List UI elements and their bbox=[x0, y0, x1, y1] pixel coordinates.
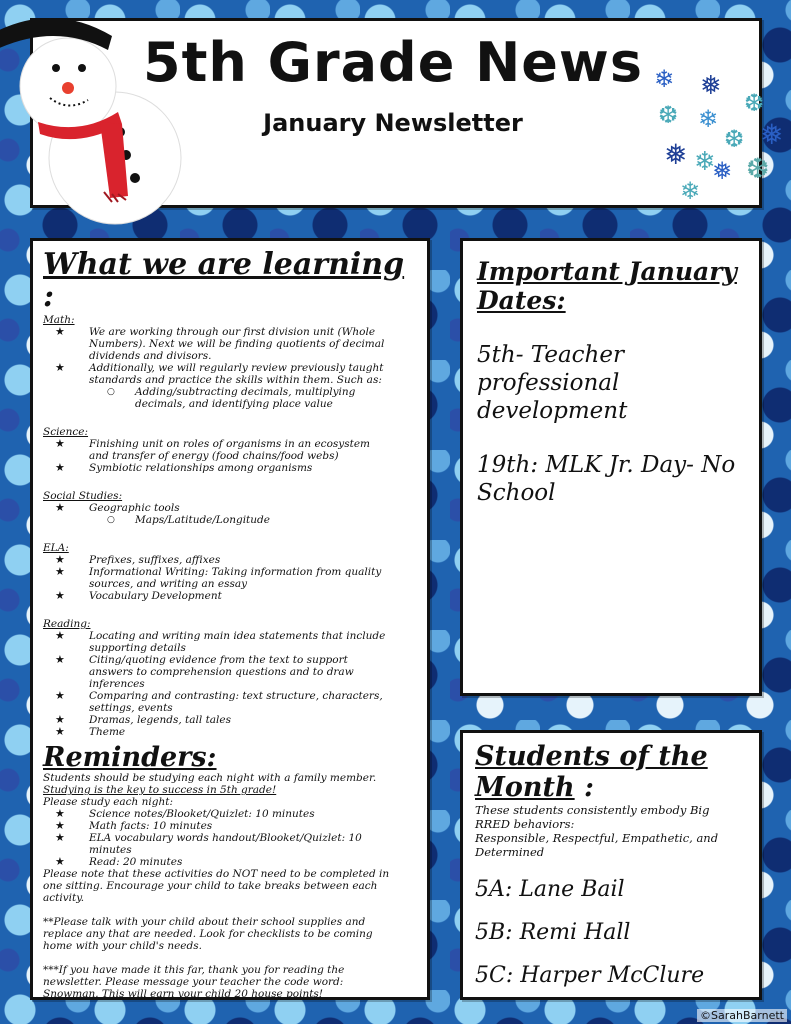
important-dates-panel bbox=[460, 238, 762, 696]
student-winner: 5A: Lane Bail bbox=[475, 877, 625, 902]
snowflake-icon: ❆ bbox=[746, 152, 770, 185]
sub-list-item bbox=[43, 514, 417, 526]
learning-heading-text: What we are learning bbox=[43, 247, 405, 282]
snowflake-icon: ❅ bbox=[700, 71, 722, 101]
students-heading-colon: : bbox=[584, 772, 595, 803]
item-text: Geographic tools bbox=[89, 502, 180, 514]
list-item bbox=[43, 714, 417, 726]
social-studies-title: Social Studies: bbox=[43, 490, 123, 502]
snowflake-icon: ❄ bbox=[654, 65, 675, 93]
item-text: Maps/Latitude/Longitude bbox=[135, 514, 270, 526]
item-text: We are working through our first division unit (Whole Numbers). Next we will be finding quotients of decimal dividends and divisors. bbox=[89, 326, 385, 362]
list-item bbox=[43, 856, 417, 868]
math-title: Math: bbox=[43, 314, 75, 326]
star-icon: ★ bbox=[55, 589, 65, 602]
snowflakes-decoration bbox=[648, 61, 791, 211]
item-text: Dramas, legends, tall tales bbox=[89, 714, 232, 726]
list-item bbox=[43, 502, 417, 514]
list-item bbox=[43, 362, 417, 386]
list-item bbox=[43, 832, 417, 856]
item-text: Comparing and contrasting: text structure, characters, settings, events bbox=[89, 690, 383, 714]
student-winner: 5B: Remi Hall bbox=[475, 920, 631, 945]
students-traits: Responsible, Respectful, Empathetic, and Determined bbox=[475, 831, 719, 859]
snowflake-icon: ❆ bbox=[724, 125, 745, 153]
item-text: Citing/quoting evidence from the text to support answers to comprehension questions and to draw inferences bbox=[89, 654, 354, 690]
students-heading-text: Students of the Month bbox=[475, 741, 708, 803]
snowflake-icon: ❆ bbox=[744, 89, 765, 117]
copyright-credit: ©SarahBarnett bbox=[697, 1009, 787, 1022]
students-heading bbox=[475, 741, 747, 803]
star-icon: ★ bbox=[55, 325, 65, 338]
item-text: Vocabulary Development bbox=[89, 590, 222, 602]
item-text: Science notes/Blooket/Quizlet: 10 minutes bbox=[89, 808, 315, 821]
snowflake-icon: ❅ bbox=[760, 118, 784, 151]
item-text: Symbiotic relationships among organisms bbox=[89, 462, 313, 474]
star-icon: ★ bbox=[55, 437, 65, 450]
reminders-note: Please note that these activities do NOT need to be completed in one sitting. Encourage your child to take breaks between each activity. bbox=[43, 868, 390, 905]
item-text: Read: 20 minutes bbox=[89, 856, 183, 869]
study-label: Please study each night: bbox=[43, 796, 174, 809]
circle-bullet-icon: ○ bbox=[107, 515, 115, 525]
item-text: Math facts: 10 minutes bbox=[89, 820, 213, 833]
learning-panel bbox=[30, 238, 430, 1000]
reminders-heading-text: Reminders: bbox=[43, 742, 217, 773]
reminders-intro-text: Students should be studying each night with a family member. bbox=[43, 772, 377, 785]
star-icon: ★ bbox=[55, 653, 65, 666]
star-icon: ★ bbox=[55, 461, 65, 474]
circle-bullet-icon: ○ bbox=[107, 387, 115, 397]
star-icon: ★ bbox=[55, 689, 65, 702]
list-item bbox=[43, 630, 417, 654]
student-winner: 5C: Harper McClure bbox=[475, 963, 705, 988]
date-entry: 19th: MLK Jr. Day- No School bbox=[477, 452, 736, 506]
list-item bbox=[43, 438, 417, 462]
star-icon: ★ bbox=[55, 855, 65, 869]
item-text: Locating and writing main idea statements that include supporting details bbox=[89, 630, 386, 654]
reminders-code-word: ***If you have made it this far, thank you for reading the newsletter. Please message your teacher the code word: Snowman. This will earn your child 20 house points! bbox=[43, 964, 345, 1001]
date-entry: 5th- Teacher professional development bbox=[477, 342, 628, 424]
item-text: Additionally, we will regularly review previously taught standards and practice the skills within them. Such as: bbox=[89, 362, 384, 386]
list-item bbox=[43, 690, 417, 714]
star-icon: ★ bbox=[55, 807, 65, 821]
item-text: Theme bbox=[89, 726, 126, 738]
learning-heading bbox=[43, 249, 417, 312]
list-item bbox=[43, 726, 417, 738]
students-of-month-panel bbox=[460, 730, 762, 1000]
sub-list-item bbox=[43, 386, 417, 410]
reminders-heading bbox=[43, 744, 417, 772]
star-icon: ★ bbox=[55, 819, 65, 833]
star-icon: ★ bbox=[55, 713, 65, 726]
learning-heading-colon: : bbox=[43, 278, 55, 314]
list-item bbox=[43, 654, 417, 690]
star-icon: ★ bbox=[55, 501, 65, 514]
item-text: Adding/subtracting decimals, multiplying decimals, and identifying place value bbox=[135, 386, 356, 410]
list-item bbox=[43, 808, 417, 820]
students-description: These students consistently embody Big RRED behaviors: bbox=[475, 803, 710, 831]
list-item bbox=[43, 462, 417, 474]
item-text: Finishing unit on roles of organisms in an ecosystem and transfer of energy (food chains/food webs) bbox=[89, 438, 370, 462]
science-title: Science: bbox=[43, 426, 89, 438]
list-item bbox=[43, 326, 417, 362]
star-icon: ★ bbox=[55, 553, 65, 566]
ela-title: ELA: bbox=[43, 542, 69, 554]
list-item bbox=[43, 590, 417, 602]
list-item bbox=[43, 820, 417, 832]
star-icon: ★ bbox=[55, 725, 65, 738]
snowflake-icon: ❄ bbox=[694, 147, 716, 177]
star-icon: ★ bbox=[55, 831, 65, 845]
item-text: Informational Writing: Taking information from quality sources, and writing an essay bbox=[89, 566, 382, 590]
snowflake-icon: ❄ bbox=[680, 177, 701, 205]
star-icon: ★ bbox=[55, 565, 65, 578]
star-icon: ★ bbox=[55, 361, 65, 374]
list-item bbox=[43, 566, 417, 590]
snowflake-icon: ❅ bbox=[664, 138, 688, 171]
reminders-intro bbox=[43, 772, 417, 796]
item-text: ELA vocabulary words handout/Blooket/Quizlet: 10 minutes bbox=[89, 832, 362, 857]
page-title: 5th Grade News bbox=[143, 31, 643, 94]
snowflake-icon: ❄ bbox=[698, 105, 719, 133]
page-subtitle: January Newsletter bbox=[263, 109, 523, 137]
item-text: Prefixes, suffixes, affixes bbox=[89, 554, 221, 566]
list-item bbox=[43, 554, 417, 566]
reminders-supplies: **Please talk with your child about their school supplies and replace any that are needed. Look for checklists to be coming home with your child's needs. bbox=[43, 916, 373, 953]
reading-title: Reading: bbox=[43, 618, 91, 630]
reminders-key-text: Studying is the key to success in 5th grade! bbox=[43, 784, 277, 797]
dates-heading: Important January Dates: bbox=[477, 257, 737, 315]
snowflake-icon: ❆ bbox=[658, 101, 679, 129]
star-icon: ★ bbox=[55, 629, 65, 642]
snowman-icon bbox=[0, 0, 200, 230]
snowflake-icon: ❅ bbox=[712, 157, 733, 185]
